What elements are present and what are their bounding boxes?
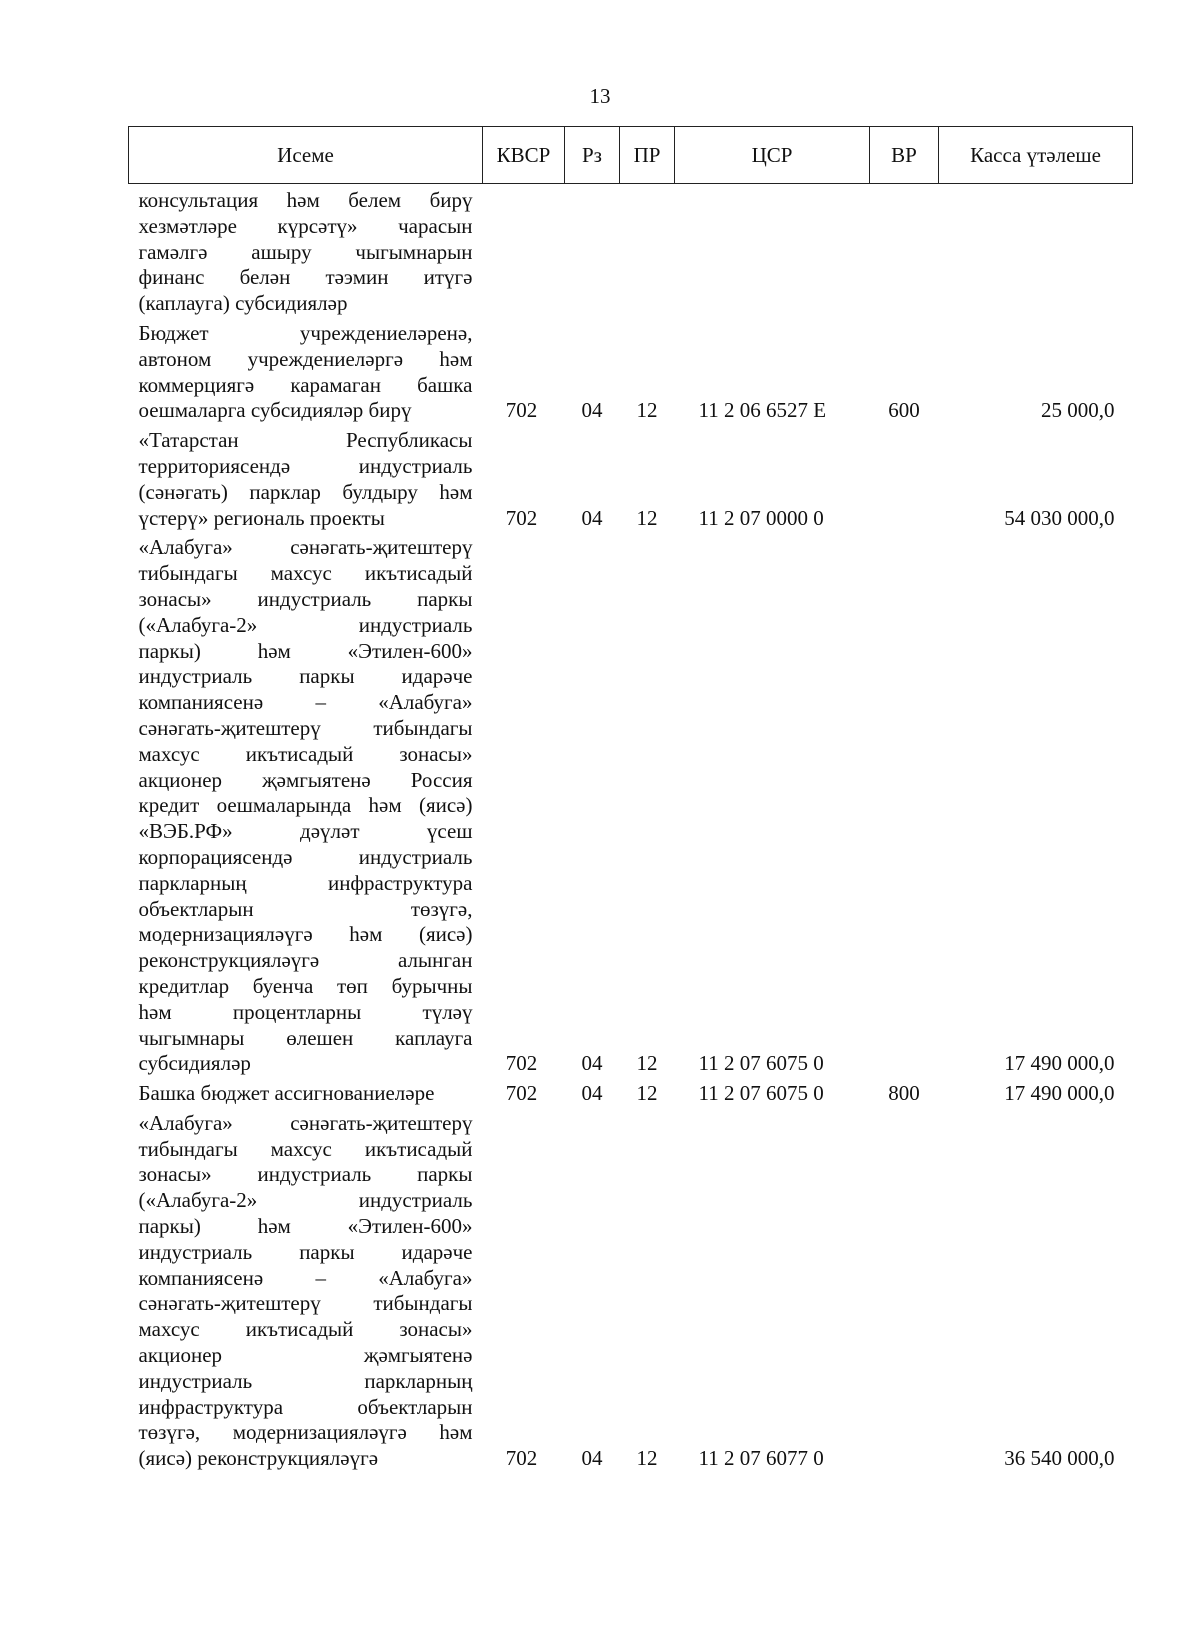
- row-kvsr: 702: [505, 1446, 538, 1471]
- row-kvsr: [483, 184, 565, 317]
- header-rz: Рз: [565, 127, 620, 184]
- row-cash: [939, 184, 1133, 317]
- row-name-line: (яисә) реконструкцияләүгә: [138, 1446, 379, 1471]
- row-csr: 11 2 06 6527 Е: [698, 398, 827, 423]
- row-name-line: гамәлгә ашыру чыгымнарын: [138, 239, 473, 264]
- row-name-line: «Алабуга» сәнәгать-җитештерү: [138, 1110, 473, 1135]
- table-row: [129, 1077, 1133, 1107]
- row-pr: 12: [636, 1051, 658, 1076]
- row-name: [129, 424, 483, 531]
- row-name: [129, 184, 483, 317]
- row-name: [129, 1107, 483, 1472]
- row-name-line: инфраструктура объектларын: [138, 1394, 473, 1419]
- row-name-line: корпорациясендә индустриаль: [138, 844, 473, 869]
- row-name-line: зонасы» индустриаль паркы: [138, 586, 473, 611]
- row-name-line: автоном учреждениеләргә һәм: [138, 346, 473, 371]
- row-vr: [870, 184, 939, 317]
- row-vr: 600: [888, 398, 920, 423]
- row-csr: 11 2 07 6077 0: [698, 1446, 824, 1471]
- row-rz: 04: [581, 398, 603, 423]
- row-name-line: махсус икътисадый зонасы»: [138, 1317, 473, 1342]
- row-name-line: реконструкцияләүгә алынган: [138, 948, 473, 973]
- row-name-line: оешмаларга субсидияләр бирү: [138, 398, 412, 423]
- row-pr: 12: [636, 505, 658, 530]
- budget-table: [128, 126, 1133, 1472]
- row-name-line: консультация һәм белем бирү: [138, 188, 473, 212]
- row-kvsr: 702: [505, 1081, 538, 1106]
- row-name-line: Башка бюджет ассигнованиеләре: [138, 1081, 435, 1106]
- row-name-line: («Алабуга-2» индустриаль: [138, 612, 473, 637]
- row-csr: 11 2 07 6075 0: [698, 1051, 824, 1076]
- header-csr: ЦСР: [675, 127, 870, 184]
- row-cash: 54 030 000,0: [1004, 505, 1115, 530]
- row-name-line: «Алабуга» сәнәгать-җитештерү: [138, 535, 473, 560]
- row-pr: 12: [636, 1446, 658, 1471]
- row-name-line: Бюджет учреждениеләренә,: [138, 320, 473, 345]
- row-name-line: индустриаль паркы идарәче: [138, 1239, 473, 1264]
- table-row: [129, 531, 1133, 1077]
- row-name-line: «ВЭБ.РФ» дәүләт үсеш: [138, 819, 473, 844]
- row-name-line: («Алабуга-2» индустриаль: [138, 1188, 473, 1213]
- row-name-line: объектларын төзүгә,: [138, 896, 473, 921]
- row-name-line: (сәнәгать) парклар булдыру һәм: [138, 479, 473, 504]
- row-name-line: субсидияләр: [138, 1051, 251, 1076]
- table-row: [129, 317, 1133, 424]
- table-row: [129, 184, 1133, 317]
- row-name-line: компаниясенә – «Алабуга»: [138, 1265, 473, 1290]
- row-name-line: модернизацияләүгә һәм (яисә): [138, 922, 473, 947]
- table-body: [129, 184, 1133, 1473]
- row-name-line: финанс белән тәэмин итүгә: [138, 265, 473, 290]
- row-rz: 04: [581, 505, 603, 530]
- row-name-line: «Татарстан Республикасы: [138, 428, 473, 453]
- row-name-line: зонасы» индустриаль паркы: [138, 1162, 473, 1187]
- row-kvsr: 702: [505, 505, 538, 530]
- row-pr: 12: [636, 398, 658, 423]
- header-vr: ВР: [870, 127, 939, 184]
- row-name-line: коммерциягә карамаган башка: [138, 372, 473, 397]
- row-kvsr: 702: [505, 1051, 538, 1076]
- header-name: Исеме: [129, 127, 483, 184]
- row-vr: [870, 424, 939, 531]
- row-vr: 800: [888, 1081, 920, 1106]
- row-name-line: чыгымнары өлешен каплауга: [138, 1025, 473, 1050]
- header-cash: Касса үтәлеше: [939, 127, 1133, 184]
- row-name-line: төзүгә, модернизацияләүгә һәм: [138, 1420, 473, 1445]
- row-name-line: компаниясенә – «Алабуга»: [138, 690, 473, 715]
- row-cash: 36 540 000,0: [1004, 1446, 1115, 1471]
- row-cash: 17 490 000,0: [1004, 1081, 1115, 1106]
- row-rz: 04: [581, 1081, 603, 1106]
- row-rz: [565, 184, 620, 317]
- row-cash: 17 490 000,0: [1004, 1051, 1115, 1076]
- row-name: [129, 531, 483, 1077]
- row-name-line: һәм процентларны түләү: [138, 999, 473, 1024]
- row-name: [129, 317, 483, 424]
- row-csr: [675, 184, 870, 317]
- row-cash: 25 000,0: [1041, 398, 1115, 423]
- row-rz: 04: [581, 1446, 603, 1471]
- row-vr: [870, 1107, 939, 1472]
- row-rz: 04: [581, 1051, 603, 1076]
- row-name: [129, 1077, 483, 1107]
- row-csr: 11 2 07 6075 0: [698, 1081, 824, 1106]
- row-kvsr: 702: [505, 398, 538, 423]
- row-name-line: кредит оешмаларында һәм (яисә): [138, 793, 473, 818]
- row-pr: [620, 184, 675, 317]
- row-name-line: паркы) һәм «Этилен-600»: [138, 638, 473, 663]
- row-name-line: паркларның инфраструктура: [138, 870, 473, 895]
- row-name-line: паркы) һәм «Этилен-600»: [138, 1214, 473, 1239]
- row-name-line: тибындагы махсус икътисадый: [138, 561, 473, 586]
- table-header-row: [129, 127, 1133, 184]
- header-pr: ПР: [620, 127, 675, 184]
- header-kvsr: КВСР: [483, 127, 565, 184]
- row-csr: 11 2 07 0000 0: [698, 505, 824, 530]
- row-name-line: акционер җәмгыятенә Россия: [138, 767, 473, 792]
- row-name-line: махсус икътисадый зонасы»: [138, 741, 473, 766]
- row-name-line: индустриаль паркларның: [138, 1368, 473, 1393]
- row-pr: 12: [636, 1081, 658, 1106]
- row-name-line: үстерү» региональ проекты: [138, 505, 385, 530]
- row-name-line: кредитлар буенча төп бурычны: [138, 973, 473, 998]
- row-name-line: сәнәгать-җитештерү тибындагы: [138, 715, 473, 740]
- row-name-line: сәнәгать-җитештерү тибындагы: [138, 1291, 473, 1316]
- table-row: [129, 424, 1133, 531]
- row-name-line: тибындагы махсус икътисадый: [138, 1136, 473, 1161]
- row-name-line: (каплауга) субсидияләр: [138, 291, 348, 316]
- row-name-line: акционер җәмгыятенә: [138, 1343, 473, 1368]
- row-vr: [870, 531, 939, 1077]
- table-row: [129, 1107, 1133, 1472]
- row-name-line: территориясендә индустриаль: [138, 453, 473, 478]
- row-name-line: индустриаль паркы идарәче: [138, 664, 473, 689]
- page-number: 13: [589, 84, 611, 108]
- row-name-line: хезмәтләре күрсәтү» чарасын: [138, 213, 473, 238]
